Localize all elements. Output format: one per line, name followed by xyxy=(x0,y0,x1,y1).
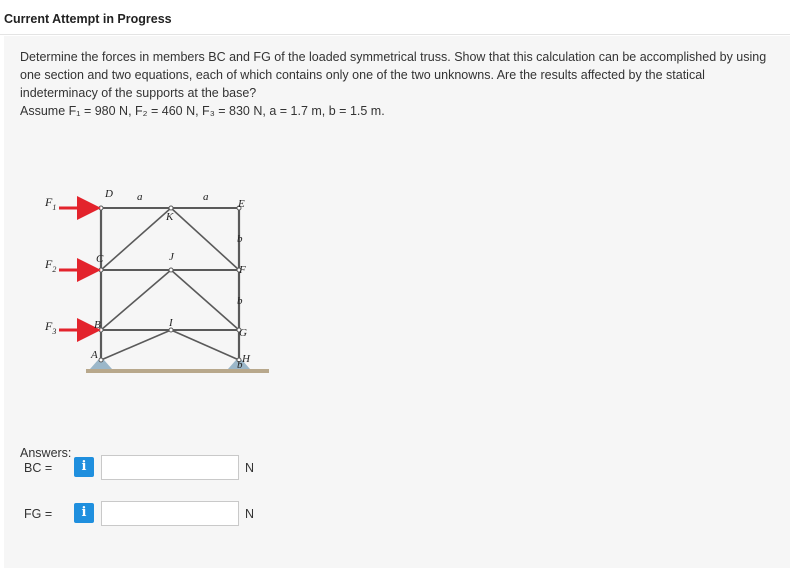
problem-given-values: Assume F₁ = 980 N, F₂ = 460 N, F₃ = 830 N, a = 1.7 m, b = 1.5 m. xyxy=(20,104,385,118)
dim-label-a-right: a xyxy=(203,191,209,203)
dim-label-b-bottom: b xyxy=(237,359,243,371)
member-AI xyxy=(101,330,171,360)
dim-label-b-top: b xyxy=(237,233,243,245)
node-label-A: A xyxy=(91,349,98,361)
info-icon-FG[interactable]: i xyxy=(74,503,94,523)
answer-unit-FG: N xyxy=(245,507,255,521)
dim-label-a-left: a xyxy=(137,191,143,203)
node-label-K: K xyxy=(166,211,174,223)
force-label-F2: $F_2$ xyxy=(45,257,57,274)
node-label-C: C xyxy=(96,253,104,265)
force-label-F1: $F_1$ xyxy=(45,195,57,212)
question-card xyxy=(4,36,790,568)
node-label-J: J xyxy=(169,251,174,263)
dim-label-b-middle: b xyxy=(237,295,243,307)
page-title: Current Attempt in Progress xyxy=(4,12,172,26)
problem-text-line-3: indeterminacy of the supports at the base? xyxy=(20,86,257,100)
node-label-D: D xyxy=(105,188,113,200)
answer-input-FG[interactable] xyxy=(101,501,239,526)
member-JG xyxy=(171,270,239,330)
answer-label-FG: FG = xyxy=(24,507,53,521)
answer-unit-BC: N xyxy=(245,461,255,475)
info-icon-BC[interactable]: i xyxy=(74,457,94,477)
truss-figure xyxy=(34,184,284,384)
joint-K xyxy=(169,206,173,210)
answers-label: Answers: xyxy=(20,446,72,460)
header-divider xyxy=(0,34,790,35)
problem-text-line-1: Determine the forces in members BC and FG of the loaded symmetrical truss. Show that this calculation can be accomplished by using xyxy=(20,50,767,64)
answer-input-BC[interactable] xyxy=(101,455,239,480)
joint-J xyxy=(169,268,173,272)
node-label-B: B xyxy=(94,319,101,331)
member-BJ xyxy=(101,270,171,330)
joint-C xyxy=(99,268,103,272)
answer-label-BC: BC = xyxy=(24,461,53,475)
force-label-F3: $F_3$ xyxy=(45,319,57,336)
node-label-I: I xyxy=(169,317,173,329)
node-label-H: H xyxy=(242,353,250,365)
node-label-G: G xyxy=(239,327,247,339)
joint-A xyxy=(99,358,103,362)
node-label-E: E xyxy=(238,198,245,210)
member-CK xyxy=(101,208,171,270)
joint-D xyxy=(99,206,103,210)
node-label-F: F xyxy=(239,264,246,276)
problem-text-line-2: one section and two equations, each of which contains only one of the two unknowns. Are the results affected by the statical xyxy=(20,68,705,82)
member-IH xyxy=(171,330,239,360)
member-KF xyxy=(171,208,239,270)
